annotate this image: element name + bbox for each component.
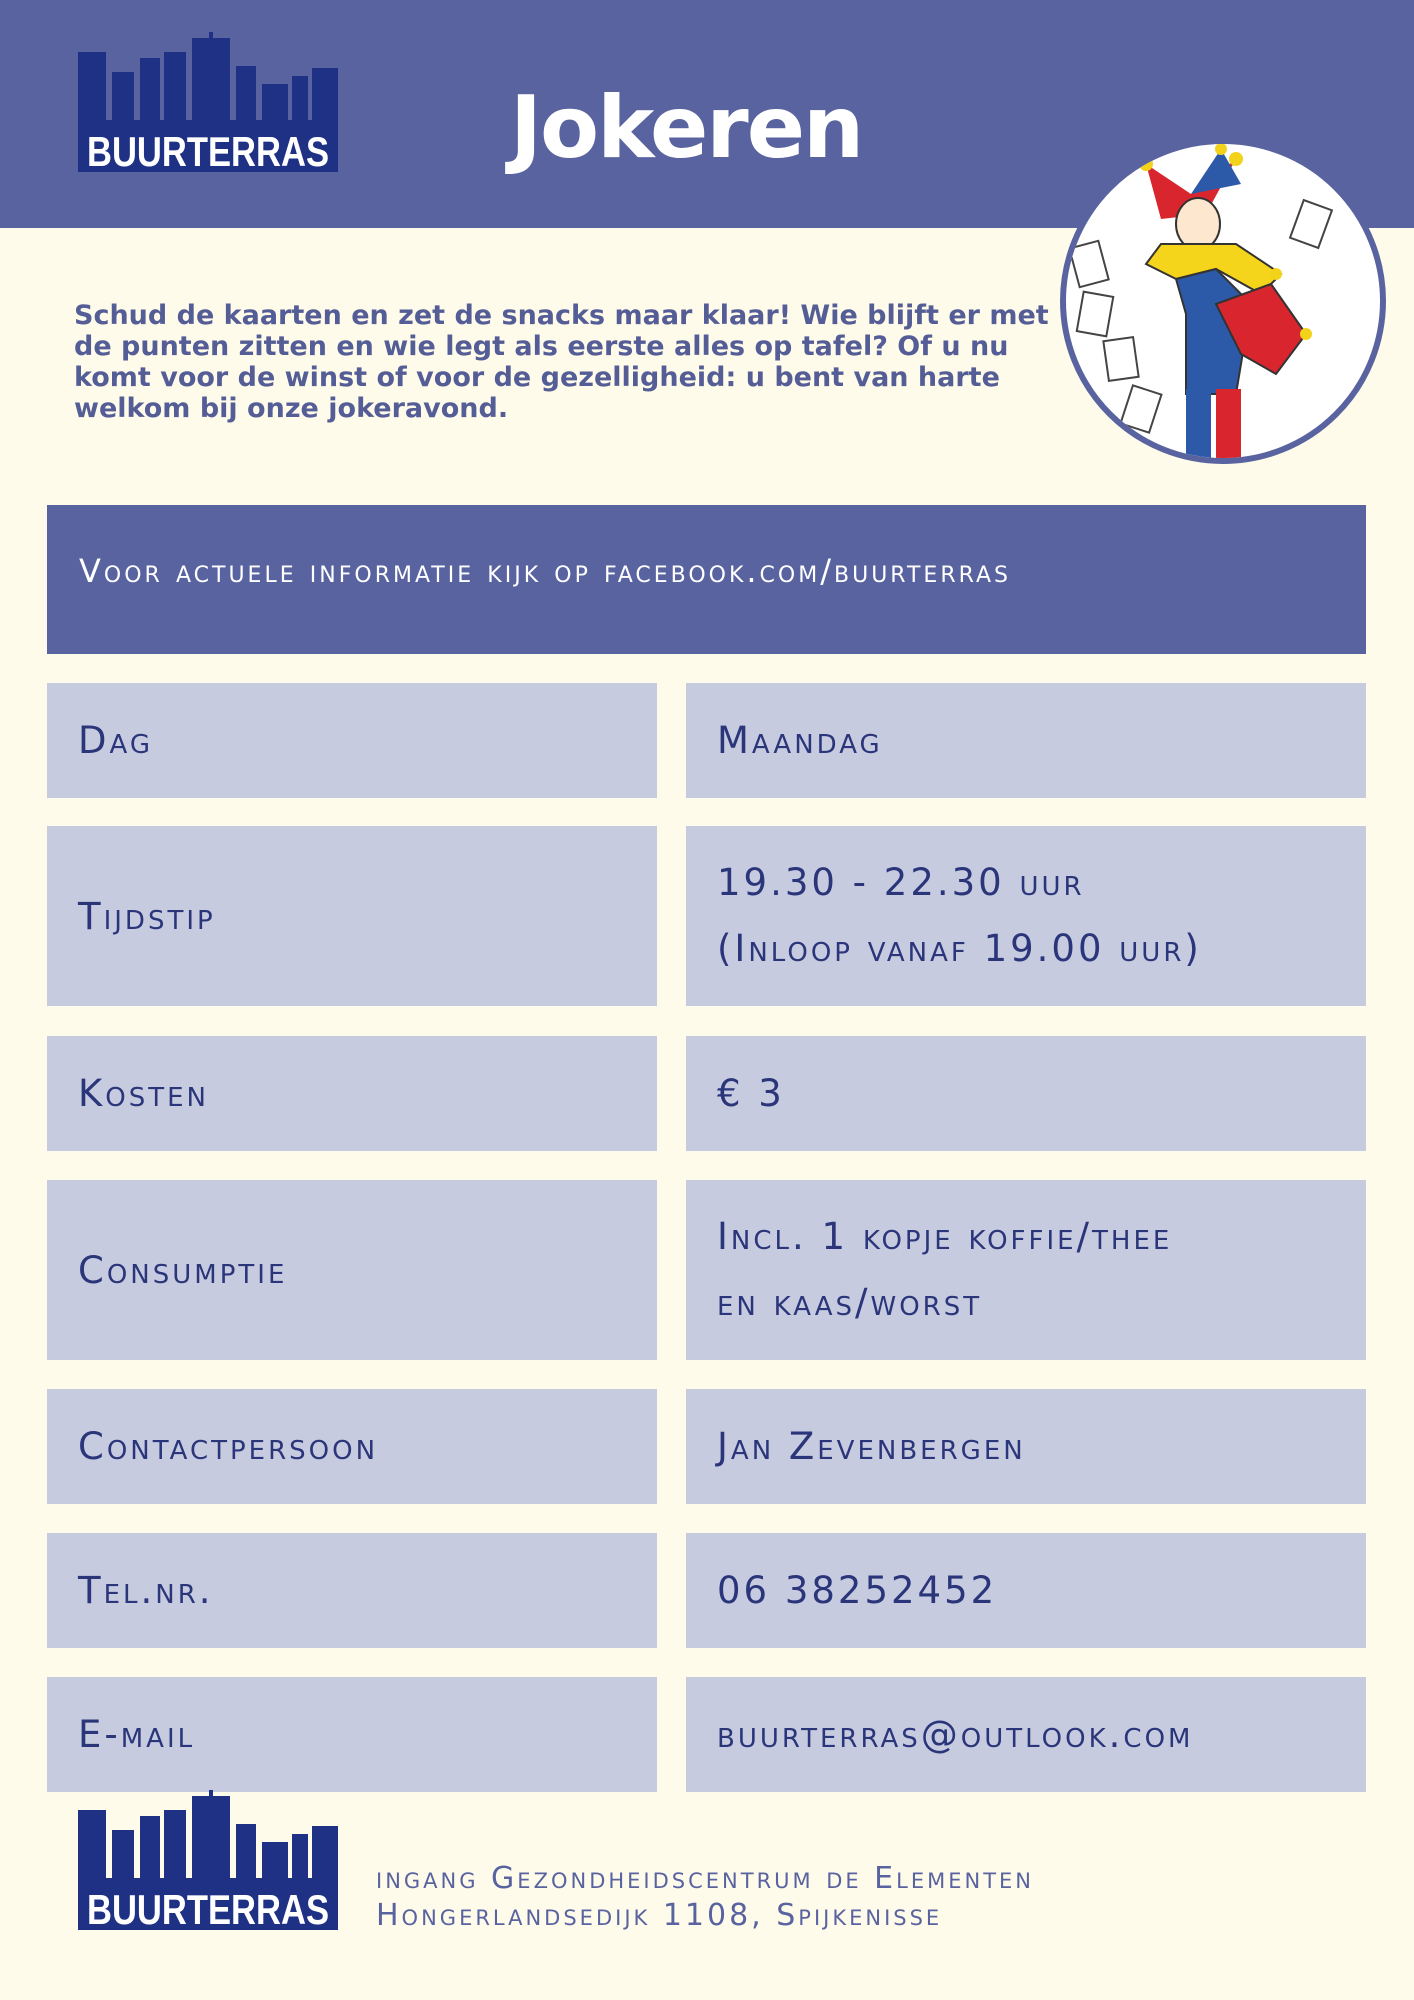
value-tijdstip-line1: 19.30 - 22.30 uur <box>717 861 1085 904</box>
logo-wordmark: BUURTERRAS <box>87 128 329 175</box>
label-kosten <box>47 1036 657 1151</box>
label-dag-text: Dag <box>78 719 153 762</box>
value-contactpersoon <box>686 1389 1366 1504</box>
label-email-text: E-mail <box>78 1713 196 1756</box>
value-telnr-text: 06 38252452 <box>717 1569 998 1612</box>
footer-address <box>376 1860 1034 1934</box>
label-dag <box>47 683 657 798</box>
value-dag <box>686 683 1366 798</box>
value-kosten-text: € 3 <box>717 1072 785 1115</box>
label-telnr-text: Tel.nr. <box>78 1569 214 1612</box>
value-tijdstip-line2: (Inloop vanaf 19.00 uur) <box>717 927 1202 970</box>
footer-logo-wordmark: BUURTERRAS <box>87 1886 329 1933</box>
value-kosten <box>686 1036 1366 1151</box>
value-email-text: buurterras@outlook.com <box>717 1713 1194 1756</box>
intro-text: Schud de kaarten en zet de snacks maar klaar! Wie blijft er met de punten zitten en wie legt als eerste alles op tafel? Of u nu komt voor de winst of voor de gezelligheid: u bent van harte welkom bij onze jokeravond. <box>74 300 1049 424</box>
value-telnr <box>686 1533 1366 1648</box>
page-title: Jokeren <box>510 78 863 178</box>
value-consumptie-line1: Incl. 1 kopje koffie/thee <box>717 1215 1173 1258</box>
value-contactpersoon-text: Jan Zevenbergen <box>717 1425 1026 1468</box>
label-contactpersoon-text: Contactpersoon <box>78 1425 379 1468</box>
facebook-banner: Voor actuele informatie kijk op facebook.com/buurterras <box>47 505 1366 654</box>
label-consumptie <box>47 1180 657 1360</box>
joker-illustration <box>1060 138 1386 464</box>
footer-buurterras-logo <box>78 1790 353 1938</box>
address-line2: Hongerlandsedijk 1108, Spijkenisse <box>376 1898 943 1933</box>
label-telnr <box>47 1533 657 1648</box>
address-line1: ingang Gezondheidscentrum de Elementen <box>376 1861 1035 1896</box>
value-consumptie-line2: en kaas/worst <box>717 1281 983 1324</box>
label-contactpersoon <box>47 1389 657 1504</box>
label-tijdstip-text: Tijdstip <box>78 894 216 938</box>
value-dag-text: Maandag <box>717 719 883 762</box>
label-tijdstip <box>47 826 657 1006</box>
label-consumptie-text: Consumptie <box>78 1248 288 1292</box>
value-consumptie <box>686 1180 1366 1360</box>
value-email <box>686 1677 1366 1792</box>
label-email <box>47 1677 657 1792</box>
buurterras-logo <box>78 32 353 180</box>
label-kosten-text: Kosten <box>78 1072 209 1115</box>
value-tijdstip <box>686 826 1366 1006</box>
